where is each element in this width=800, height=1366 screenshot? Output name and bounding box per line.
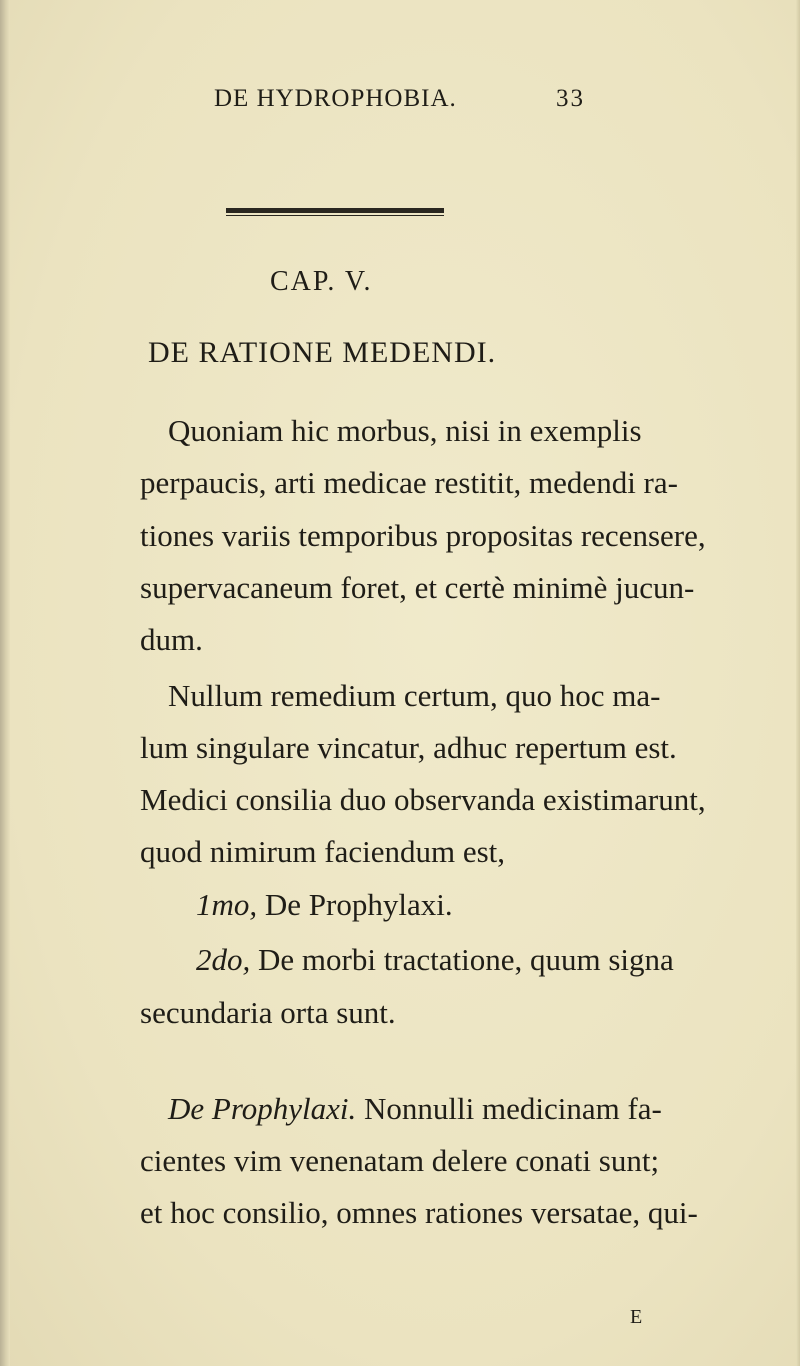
header-rule-thin: [226, 215, 444, 216]
running-title: DE HYDROPHOBIA.: [214, 85, 457, 112]
text-line: et hoc consilio, omnes rationes versatae, qui-: [140, 1195, 698, 1230]
text-line: Quoniam hic morbus, nisi in exemplis: [168, 413, 642, 448]
paragraph-lead: De Prophylaxi.: [168, 1091, 357, 1126]
line-rest: Nonnulli medicinam fa-: [356, 1091, 662, 1126]
text-line: cientes vim venenatam delere conati sunt;: [140, 1143, 660, 1178]
text-line: secundaria orta sunt.: [140, 995, 396, 1030]
text-line: [168, 1091, 662, 1127]
text-line: Medici consilia duo observanda existimarunt,: [140, 782, 706, 817]
list-marker: 1mo,: [196, 887, 258, 922]
list-marker: 2do,: [196, 942, 251, 977]
list-item: [196, 942, 674, 978]
list-item: [196, 887, 453, 923]
text-line: Nullum remedium certum, quo hoc ma-: [168, 678, 661, 713]
list-text: De morbi tractatione, quum signa: [250, 942, 674, 977]
header-rule: [226, 208, 444, 213]
page-edge: [796, 0, 800, 1366]
text-line: quod nimirum faciendum est,: [140, 834, 506, 869]
section-title-text: DE RATIONE MEDENDI.: [148, 336, 497, 369]
running-head: [0, 85, 800, 119]
text-line: tiones variis temporibus propositas recensere,: [140, 518, 706, 553]
chapter-label: CAP. V.: [270, 266, 373, 297]
page-gutter: [0, 0, 10, 1366]
list-text: De Prophylaxi.: [257, 887, 453, 922]
text-line: dum.: [140, 622, 203, 657]
signature-mark: E: [630, 1306, 643, 1328]
text-line: lum singulare vincatur, adhuc repertum est.: [140, 730, 677, 765]
text-line: supervacaneum foret, et certè minimè jucun-: [140, 570, 695, 605]
text-line: perpaucis, arti medicae restitit, medendi ra-: [140, 465, 678, 500]
page-number: 33: [556, 85, 585, 112]
